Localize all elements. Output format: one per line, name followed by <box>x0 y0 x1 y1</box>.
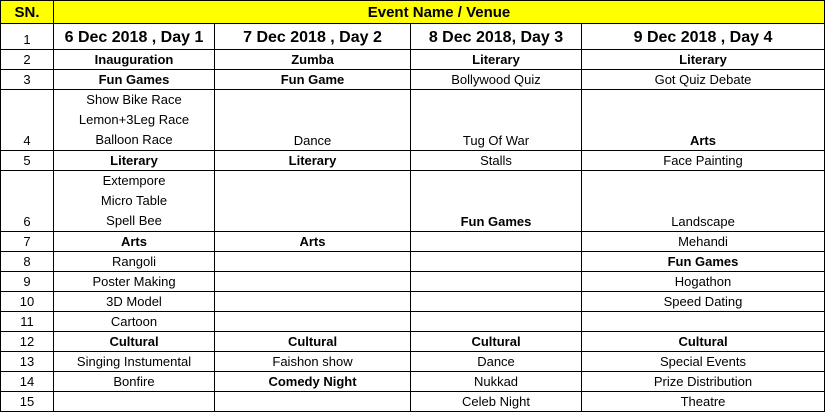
day2-cell <box>215 292 411 312</box>
day4-cell: Fun Games <box>582 252 825 272</box>
table-row <box>1 252 825 272</box>
row-number: 10 <box>1 292 54 312</box>
day1-cell <box>54 90 215 151</box>
row-number: 1 <box>1 24 54 50</box>
day4-cell: Prize Distribution <box>582 372 825 392</box>
day2-cell: Dance <box>215 90 411 151</box>
day1-cell <box>54 312 215 332</box>
day1-event: Literary <box>110 153 158 168</box>
day4-cell: Hogathon <box>582 272 825 292</box>
day3-cell: Nukkad <box>411 372 582 392</box>
day4-cell: Cultural <box>582 332 825 352</box>
day1-event: Cartoon <box>110 314 158 329</box>
day4-cell: Speed Dating <box>582 292 825 312</box>
table-row <box>1 50 825 70</box>
table-row <box>1 292 825 312</box>
day1-cell <box>54 50 215 70</box>
table-row <box>1 272 825 292</box>
day2-cell <box>215 392 411 412</box>
day1-event: Inauguration <box>94 52 174 67</box>
day3-cell: Cultural <box>411 332 582 352</box>
day2-cell: Zumba <box>215 50 411 70</box>
day1-cell <box>54 292 215 312</box>
day1-event: Rangoli <box>111 254 157 269</box>
day4-cell: Got Quiz Debate <box>582 70 825 90</box>
day4-cell: Literary <box>582 50 825 70</box>
row-number: 12 <box>1 332 54 352</box>
day1-event: 3D Model <box>106 294 162 309</box>
day1-event: Singing Instumental <box>76 354 192 369</box>
row-number: 8 <box>1 252 54 272</box>
day2-cell: Comedy Night <box>215 372 411 392</box>
table-row <box>1 232 825 252</box>
event-rows <box>1 50 825 412</box>
day1-event: Balloon Race <box>95 132 173 147</box>
day2-cell <box>215 171 411 232</box>
day2-cell <box>215 252 411 272</box>
row-number: 2 <box>1 50 54 70</box>
day2-cell: Cultural <box>215 332 411 352</box>
day2-cell: Literary <box>215 151 411 171</box>
day3-cell: Stalls <box>411 151 582 171</box>
day2-cell: Fun Game <box>215 70 411 90</box>
table-row <box>1 312 825 332</box>
day2-cell: Arts <box>215 232 411 252</box>
day4-cell: Theatre <box>582 392 825 412</box>
day4-cell: Landscape <box>582 171 825 232</box>
day2-header: 7 Dec 2018 , Day 2 <box>215 24 411 50</box>
day1-event: Cultural <box>109 334 159 349</box>
table-row <box>1 352 825 372</box>
day3-cell <box>411 232 582 252</box>
day3-cell: Dance <box>411 352 582 372</box>
day1-cell <box>54 392 215 412</box>
day2-cell <box>215 272 411 292</box>
day3-cell: Fun Games <box>411 171 582 232</box>
day1-cell <box>54 232 215 252</box>
row-number: 15 <box>1 392 54 412</box>
day3-cell: Bollywood Quiz <box>411 70 582 90</box>
day2-cell <box>215 312 411 332</box>
day3-header: 8 Dec 2018, Day 3 <box>411 24 582 50</box>
header-row <box>1 1 825 24</box>
day3-cell <box>411 252 582 272</box>
row-number: 4 <box>1 90 54 151</box>
day2-cell: Faishon show <box>215 352 411 372</box>
day1-event: Micro Table <box>100 193 168 208</box>
day-row <box>1 24 825 50</box>
event-venue-header: Event Name / Venue <box>54 1 825 24</box>
day3-cell: Celeb Night <box>411 392 582 412</box>
day1-event: Poster Making <box>92 274 176 289</box>
row-number: 9 <box>1 272 54 292</box>
day1-cell <box>54 151 215 171</box>
sn-header: SN. <box>1 1 54 24</box>
day3-cell: Tug Of War <box>411 90 582 151</box>
day1-cell <box>54 372 215 392</box>
day1-cell <box>54 272 215 292</box>
day1-event: Lemon+3Leg Race <box>78 112 190 127</box>
day4-header: 9 Dec 2018 , Day 4 <box>582 24 825 50</box>
table-row <box>1 392 825 412</box>
table-row <box>1 372 825 392</box>
row-number: 11 <box>1 312 54 332</box>
day4-cell: Special Events <box>582 352 825 372</box>
table-row <box>1 151 825 171</box>
day1-event: Spell Bee <box>106 213 162 228</box>
row-number: 5 <box>1 151 54 171</box>
day1-event: Arts <box>120 234 147 249</box>
day1-header: 6 Dec 2018 , Day 1 <box>54 24 215 50</box>
day1-event: Bonfire <box>113 374 155 389</box>
day3-cell <box>411 312 582 332</box>
day3-cell <box>411 292 582 312</box>
day4-cell: Arts <box>582 90 825 151</box>
day4-cell <box>582 312 825 332</box>
table-row <box>1 90 825 151</box>
day1-event: Fun Games <box>98 72 170 87</box>
day1-event: Extempore <box>102 173 166 188</box>
day1-cell <box>54 70 215 90</box>
day1-cell <box>54 252 215 272</box>
day1-cell <box>54 332 215 352</box>
table-row <box>1 171 825 232</box>
row-number: 6 <box>1 171 54 232</box>
day1-cell <box>54 171 215 232</box>
day3-cell <box>411 272 582 292</box>
day3-cell: Literary <box>411 50 582 70</box>
row-number: 7 <box>1 232 54 252</box>
table-row <box>1 332 825 352</box>
row-number: 14 <box>1 372 54 392</box>
table-row <box>1 70 825 90</box>
row-number: 3 <box>1 70 54 90</box>
day1-cell <box>54 352 215 372</box>
day4-cell: Mehandi <box>582 232 825 252</box>
day4-cell: Face Painting <box>582 151 825 171</box>
row-number: 13 <box>1 352 54 372</box>
day1-event: Show Bike Race <box>86 92 182 107</box>
